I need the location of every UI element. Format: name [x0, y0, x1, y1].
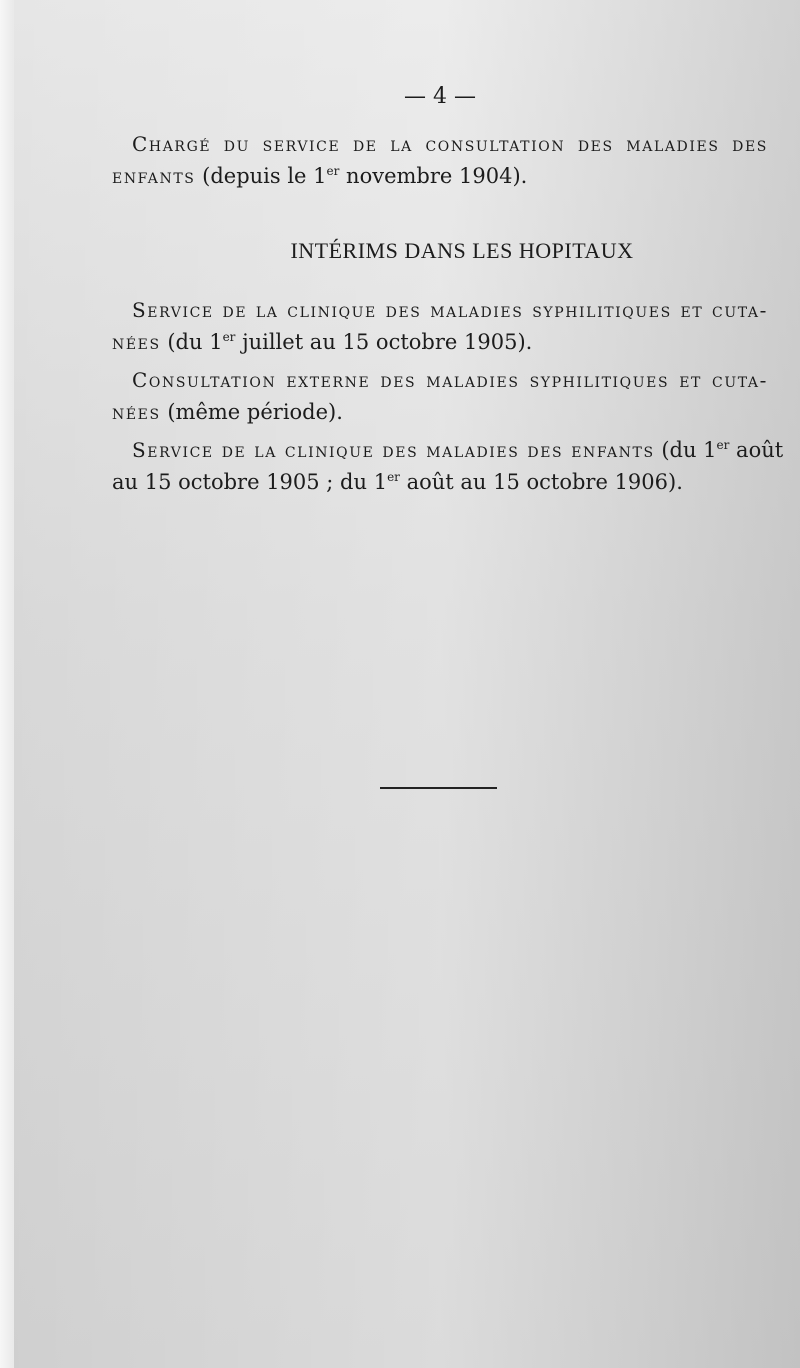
para3-line2: nées (même période). — [112, 400, 343, 424]
paragraph-consultation-externe — [112, 364, 768, 428]
para1-line1: Chargé du service de la consultation des maladies des — [132, 132, 768, 156]
page-edge — [0, 0, 14, 1368]
para3-line1: Consultation externe des maladies syphilitiques et cuta- — [132, 368, 768, 392]
para2-line2: nées (du 1er juillet au 15 octobre 1905). — [112, 330, 533, 354]
page-number: — 4 — — [404, 84, 476, 109]
section-heading: INTÉRIMS DANS LES HOPITAUX — [290, 238, 634, 263]
paragraph-consultation-enfants — [112, 128, 768, 192]
para1-line2: enfants (depuis le 1er novembre 1904). — [112, 164, 528, 188]
paragraph-clinique-syphilitiques — [112, 294, 768, 358]
para4-line1: Service de la clinique des maladies des enfants (du 1er août — [132, 438, 784, 462]
closing-rule — [380, 787, 497, 789]
para4-line2: au 15 octobre 1905 ; du 1er août au 15 octobre 1906). — [112, 470, 683, 494]
paragraph-clinique-enfants — [112, 434, 784, 498]
para2-line1: Service de la clinique des maladies syphilitiques et cuta- — [132, 298, 768, 322]
